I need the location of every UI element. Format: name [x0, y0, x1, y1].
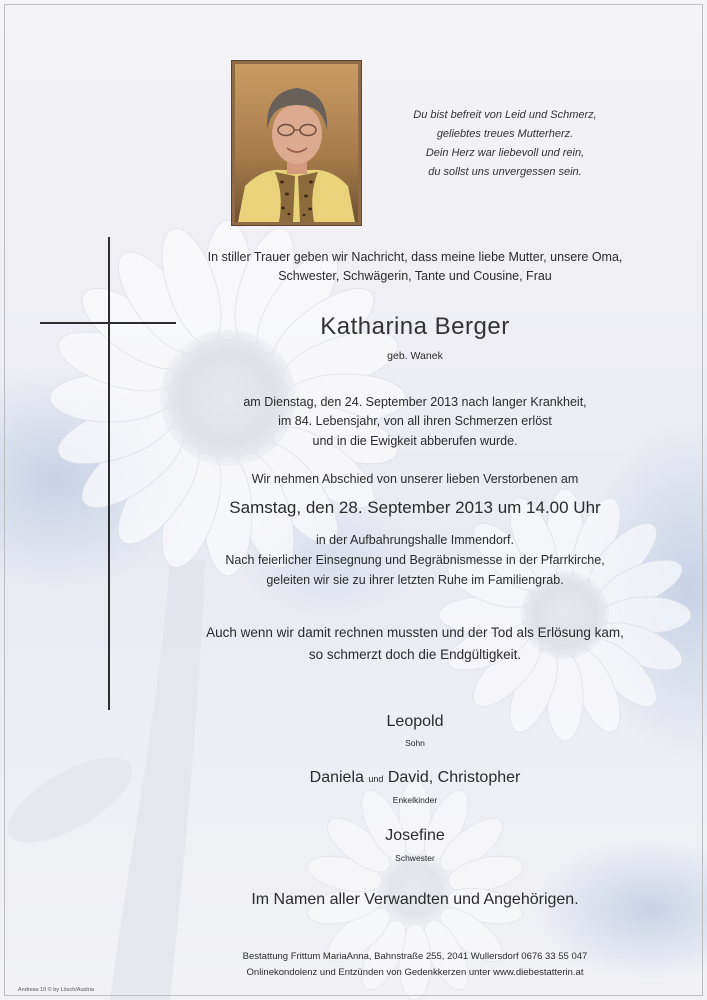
- deceased-name: Katharina Berger: [320, 313, 510, 340]
- funeral-home-address: Bestattung Frittum MariaAnna, Bahnstraße 255, 2041 Wullersdorf 0676 33 55 047: [242, 951, 588, 962]
- funeral-detail-line: geleiten wir sie zu ihrer letzten Ruhe im Familiengrab.: [266, 573, 564, 587]
- mourner-name: Daniela: [309, 769, 364, 786]
- mourner-name: Josefine: [385, 827, 445, 844]
- template-imprint: Andreas 10 © by Lösch/Austria: [18, 987, 94, 993]
- mourner-conjunction: und: [368, 774, 384, 784]
- birth-name: geb. Wanek: [387, 350, 443, 362]
- yellow-top: [238, 170, 355, 222]
- portrait-image: [235, 64, 358, 222]
- poem-line: Du bist befreit von Leid und Schmerz,: [413, 109, 597, 121]
- closing-line: Im Namen aller Verwandten und Angehörigen.: [251, 891, 579, 908]
- online-condolence-note: Onlinekondolenz und Entzünden von Gedenkkerzen unter www.diebestatterin.at: [246, 967, 584, 978]
- poem-line: geliebtes treues Mutterherz.: [436, 128, 574, 140]
- cross-icon-horizontal: [40, 322, 176, 324]
- mourner-names: [165, 768, 665, 789]
- mourner-relation: Enkelkinder: [392, 795, 438, 805]
- announcement-line: Schwester, Schwägerin, Tante und Cousine, Frau: [278, 269, 552, 283]
- mourner-relation: Sohn: [405, 738, 425, 748]
- announcement-line: In stiller Trauer geben wir Nachricht, dass meine liebe Mutter, unsere Oma,: [207, 250, 623, 264]
- death-notice-line: und in die Ewigkeit abberufen wurde.: [312, 434, 518, 448]
- funeral-detail-line: in der Aufbahrungshalle Immendorf.: [315, 533, 515, 547]
- poem-line: Dein Herz war liebevoll und rein,: [425, 147, 585, 159]
- farewell-intro: Wir nehmen Abschied von unserer lieben Verstorbenen am: [251, 472, 579, 486]
- funeral-date-time: Samstag, den 28. September 2013 um 14.00 Uhr: [229, 498, 601, 517]
- consolation-line: Auch wenn wir damit rechnen mussten und der Tod als Erlösung kam,: [206, 625, 624, 640]
- mourner-name: Leopold: [386, 713, 444, 730]
- cross-icon-vertical: [108, 237, 110, 710]
- poem-line: du sollst uns unvergessen sein.: [428, 166, 582, 178]
- portrait-photo: [232, 61, 361, 225]
- funeral-detail-line: Nach feierlicher Einsegnung und Begräbnismesse in der Pfarrkirche,: [225, 553, 605, 567]
- death-notice-line: im 84. Lebensjahr, von all ihren Schmerzen erlöst: [278, 414, 552, 428]
- death-notice-line: am Dienstag, den 24. September 2013 nach langer Krankheit,: [243, 395, 587, 409]
- mourner-name: David, Christopher: [387, 769, 521, 786]
- consolation-line: so schmerzt doch die Endgültigkeit.: [308, 647, 522, 662]
- mourner-relation: Schwester: [395, 853, 435, 863]
